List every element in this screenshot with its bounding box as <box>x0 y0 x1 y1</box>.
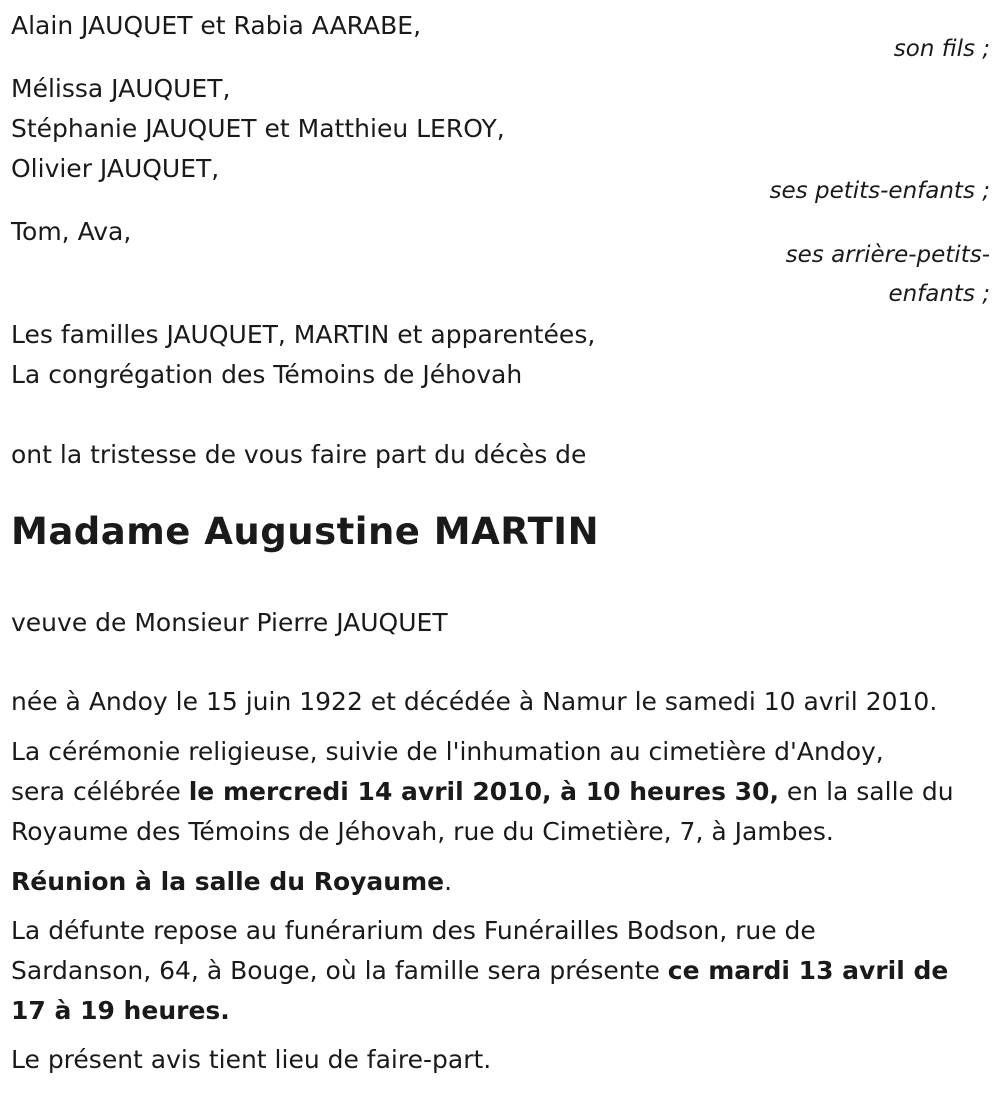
great-grandchildren-line: Tom, Ava, <box>11 217 132 246</box>
great-grandchildren-label-1: ses arrière-petits- <box>785 242 990 268</box>
grandchild-line: Mélissa JAUQUET, <box>11 74 231 103</box>
grandchild-line: Stéphanie JAUQUET et Matthieu LEROY, <box>11 114 505 143</box>
deceased-name: Madame Augustine MARTIN <box>11 510 600 553</box>
funerarium-line-1: La défunte repose au funérarium des Funérailles Bodson, rue de <box>11 916 816 945</box>
reunion-line <box>11 862 452 902</box>
great-grandchildren-label-2: enfants ; <box>888 281 990 307</box>
son-line: Alain JAUQUET et Rabia AARABE, <box>11 11 422 40</box>
reunion-suffix: . <box>444 867 453 896</box>
announcement-line: ont la tristesse de vous faire part du décès de <box>11 440 587 469</box>
ceremony-line-3: Royaume des Témoins de Jéhovah, rue du Cimetière, 7, à Jambes. <box>11 817 834 846</box>
congregation-line: La congrégation des Témoins de Jéhovah <box>11 360 523 389</box>
widow-of-line: veuve de Monsieur Pierre JAUQUET <box>11 608 448 637</box>
funerarium-line-2 <box>11 951 948 991</box>
son-label: son fils ; <box>893 36 990 62</box>
birth-death-line: née à Andoy le 15 juin 1922 et décédée à Namur le samedi 10 avril 2010. <box>11 687 938 716</box>
reunion-bold: Réunion à la salle du Royaume <box>11 867 445 896</box>
ceremony-line-1: La cérémonie religieuse, suivie de l'inhumation au cimetière d'Andoy, <box>11 737 884 766</box>
funerarium-line-3 <box>11 991 230 1031</box>
visiting-date: ce mardi 13 avril de <box>667 956 949 985</box>
funerarium-line-2-prefix: Sardanson, 64, à Bouge, où la famille sera présente <box>11 956 668 985</box>
ceremony-line-2-prefix: sera célébrée <box>11 777 189 806</box>
visiting-hours: 17 à 19 heures. <box>11 996 230 1025</box>
grandchildren-label: ses petits-enfants ; <box>769 178 990 204</box>
ceremony-line-2-suffix: en la salle du <box>778 777 954 806</box>
closing-line: Le présent avis tient lieu de faire-part. <box>11 1045 492 1074</box>
grandchild-line: Olivier JAUQUET, <box>11 154 220 183</box>
ceremony-date-time: le mercredi 14 avril 2010, à 10 heures 30, <box>188 777 779 806</box>
families-line: Les familles JAUQUET, MARTIN et apparentées, <box>11 320 596 349</box>
ceremony-line-2 <box>11 772 954 812</box>
